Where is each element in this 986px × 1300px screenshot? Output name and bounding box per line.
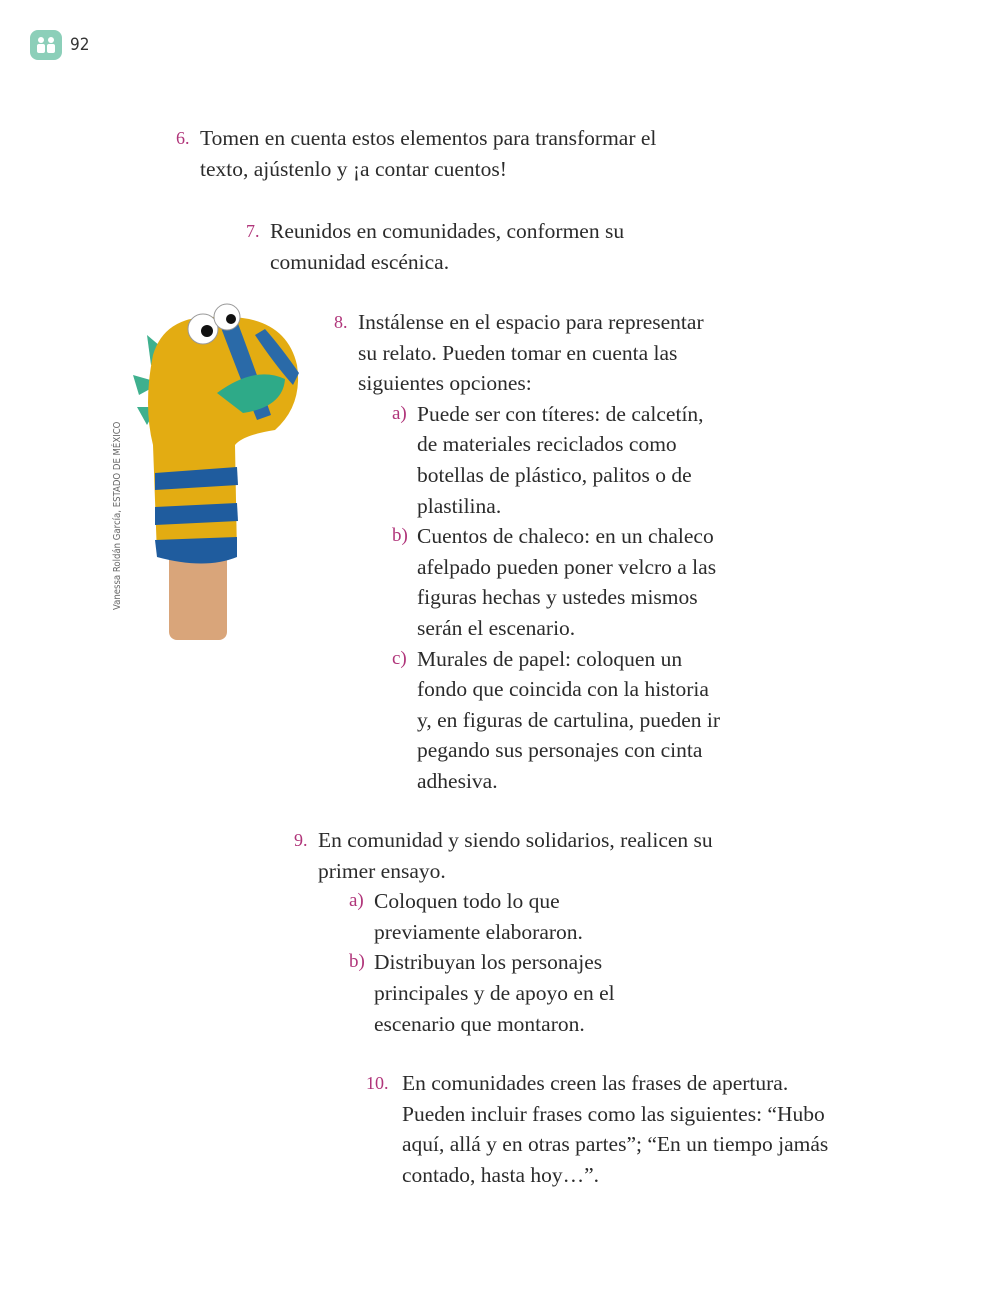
item-line: contado, hasta hoy…”. (402, 1162, 600, 1187)
item-line: comunidad escénica. (270, 249, 450, 274)
item-line: Puede ser con títeres: de calcetín, (417, 401, 704, 426)
item-line: figuras hechas y ustedes mismos (417, 585, 698, 610)
item-line: principales y de apoyo en el (374, 980, 615, 1005)
sub-item-a (392, 399, 720, 521)
sub-item-letter: b) (349, 951, 365, 973)
item-number: 6. (176, 128, 190, 148)
sub-item-c (392, 644, 721, 797)
sub-item-letter: b) (392, 525, 408, 547)
item-line: afelpado pueden poner velcro a las (417, 554, 717, 579)
item-line: Murales de papel: coloquen un (417, 646, 683, 671)
sub-item-b (392, 521, 720, 643)
item-number: 8. (334, 312, 348, 332)
sub-item-b (349, 947, 713, 1039)
item-line: pegando sus personajes con cinta (417, 738, 703, 763)
item-line: escenario que montaron. (374, 1011, 585, 1036)
list-item-8 (334, 307, 721, 797)
sub-item-a (349, 886, 713, 947)
item-line: y, en figuras de cartulina, pueden ir (417, 707, 721, 732)
item-line: Cuentos de chaleco: en un chaleco (417, 524, 714, 549)
sub-item-letter: a) (392, 402, 407, 424)
item-line: adhesiva. (417, 768, 498, 793)
item-line: serán el escenario. (417, 615, 576, 640)
list-item-7 (246, 216, 625, 277)
image-credit: Vanessa Roldán García, ESTADO DE MÉXICO (112, 421, 123, 610)
list-item-9 (294, 825, 713, 1039)
item-line: Reunidos en comunidades, conformen su (270, 219, 625, 243)
item-line: En comunidades creen las frases de apertura. (402, 1071, 789, 1095)
item-line: su relato. Pueden tomar en cuenta las (358, 340, 678, 365)
item-line: previamente elaboraron. (374, 919, 583, 944)
item-number: 7. (246, 221, 260, 241)
item-line: Coloquen todo lo que (374, 889, 560, 914)
item-line: fondo que coincida con la historia (417, 677, 709, 702)
page-number: 92 (70, 35, 90, 55)
list-item-10 (366, 1068, 829, 1190)
item-line: texto, ajústenlo y ¡a contar cuentos! (200, 156, 507, 181)
item-line: botellas de plástico, palitos o de (417, 462, 692, 487)
item-line: siguientes opciones: (358, 371, 532, 396)
sub-item-letter: c) (392, 647, 407, 669)
item-line: Distribuyan los personajes (374, 950, 603, 975)
list-item-6 (176, 123, 657, 184)
page-header (30, 30, 89, 60)
item-line: Pueden incluir frases como las siguientes: “Hubo (402, 1101, 825, 1126)
item-line: plastilina. (417, 493, 502, 518)
item-number: 10. (366, 1073, 389, 1093)
item-number: 9. (294, 830, 308, 850)
sep-logo-icon (30, 30, 62, 60)
item-line: Tomen en cuenta estos elementos para transformar el (200, 126, 657, 150)
item-line: Instálense en el espacio para representar (358, 310, 704, 334)
sub-item-letter: a) (349, 890, 364, 912)
item-line: En comunidad y siendo solidarios, realicen su (318, 828, 713, 852)
item-line: de materiales reciclados como (417, 432, 677, 457)
item-line: primer ensayo. (318, 858, 446, 883)
sock-puppet-illustration (125, 295, 310, 650)
item-line: aquí, allá y en otras partes”; “En un tiempo jamás (402, 1132, 829, 1157)
